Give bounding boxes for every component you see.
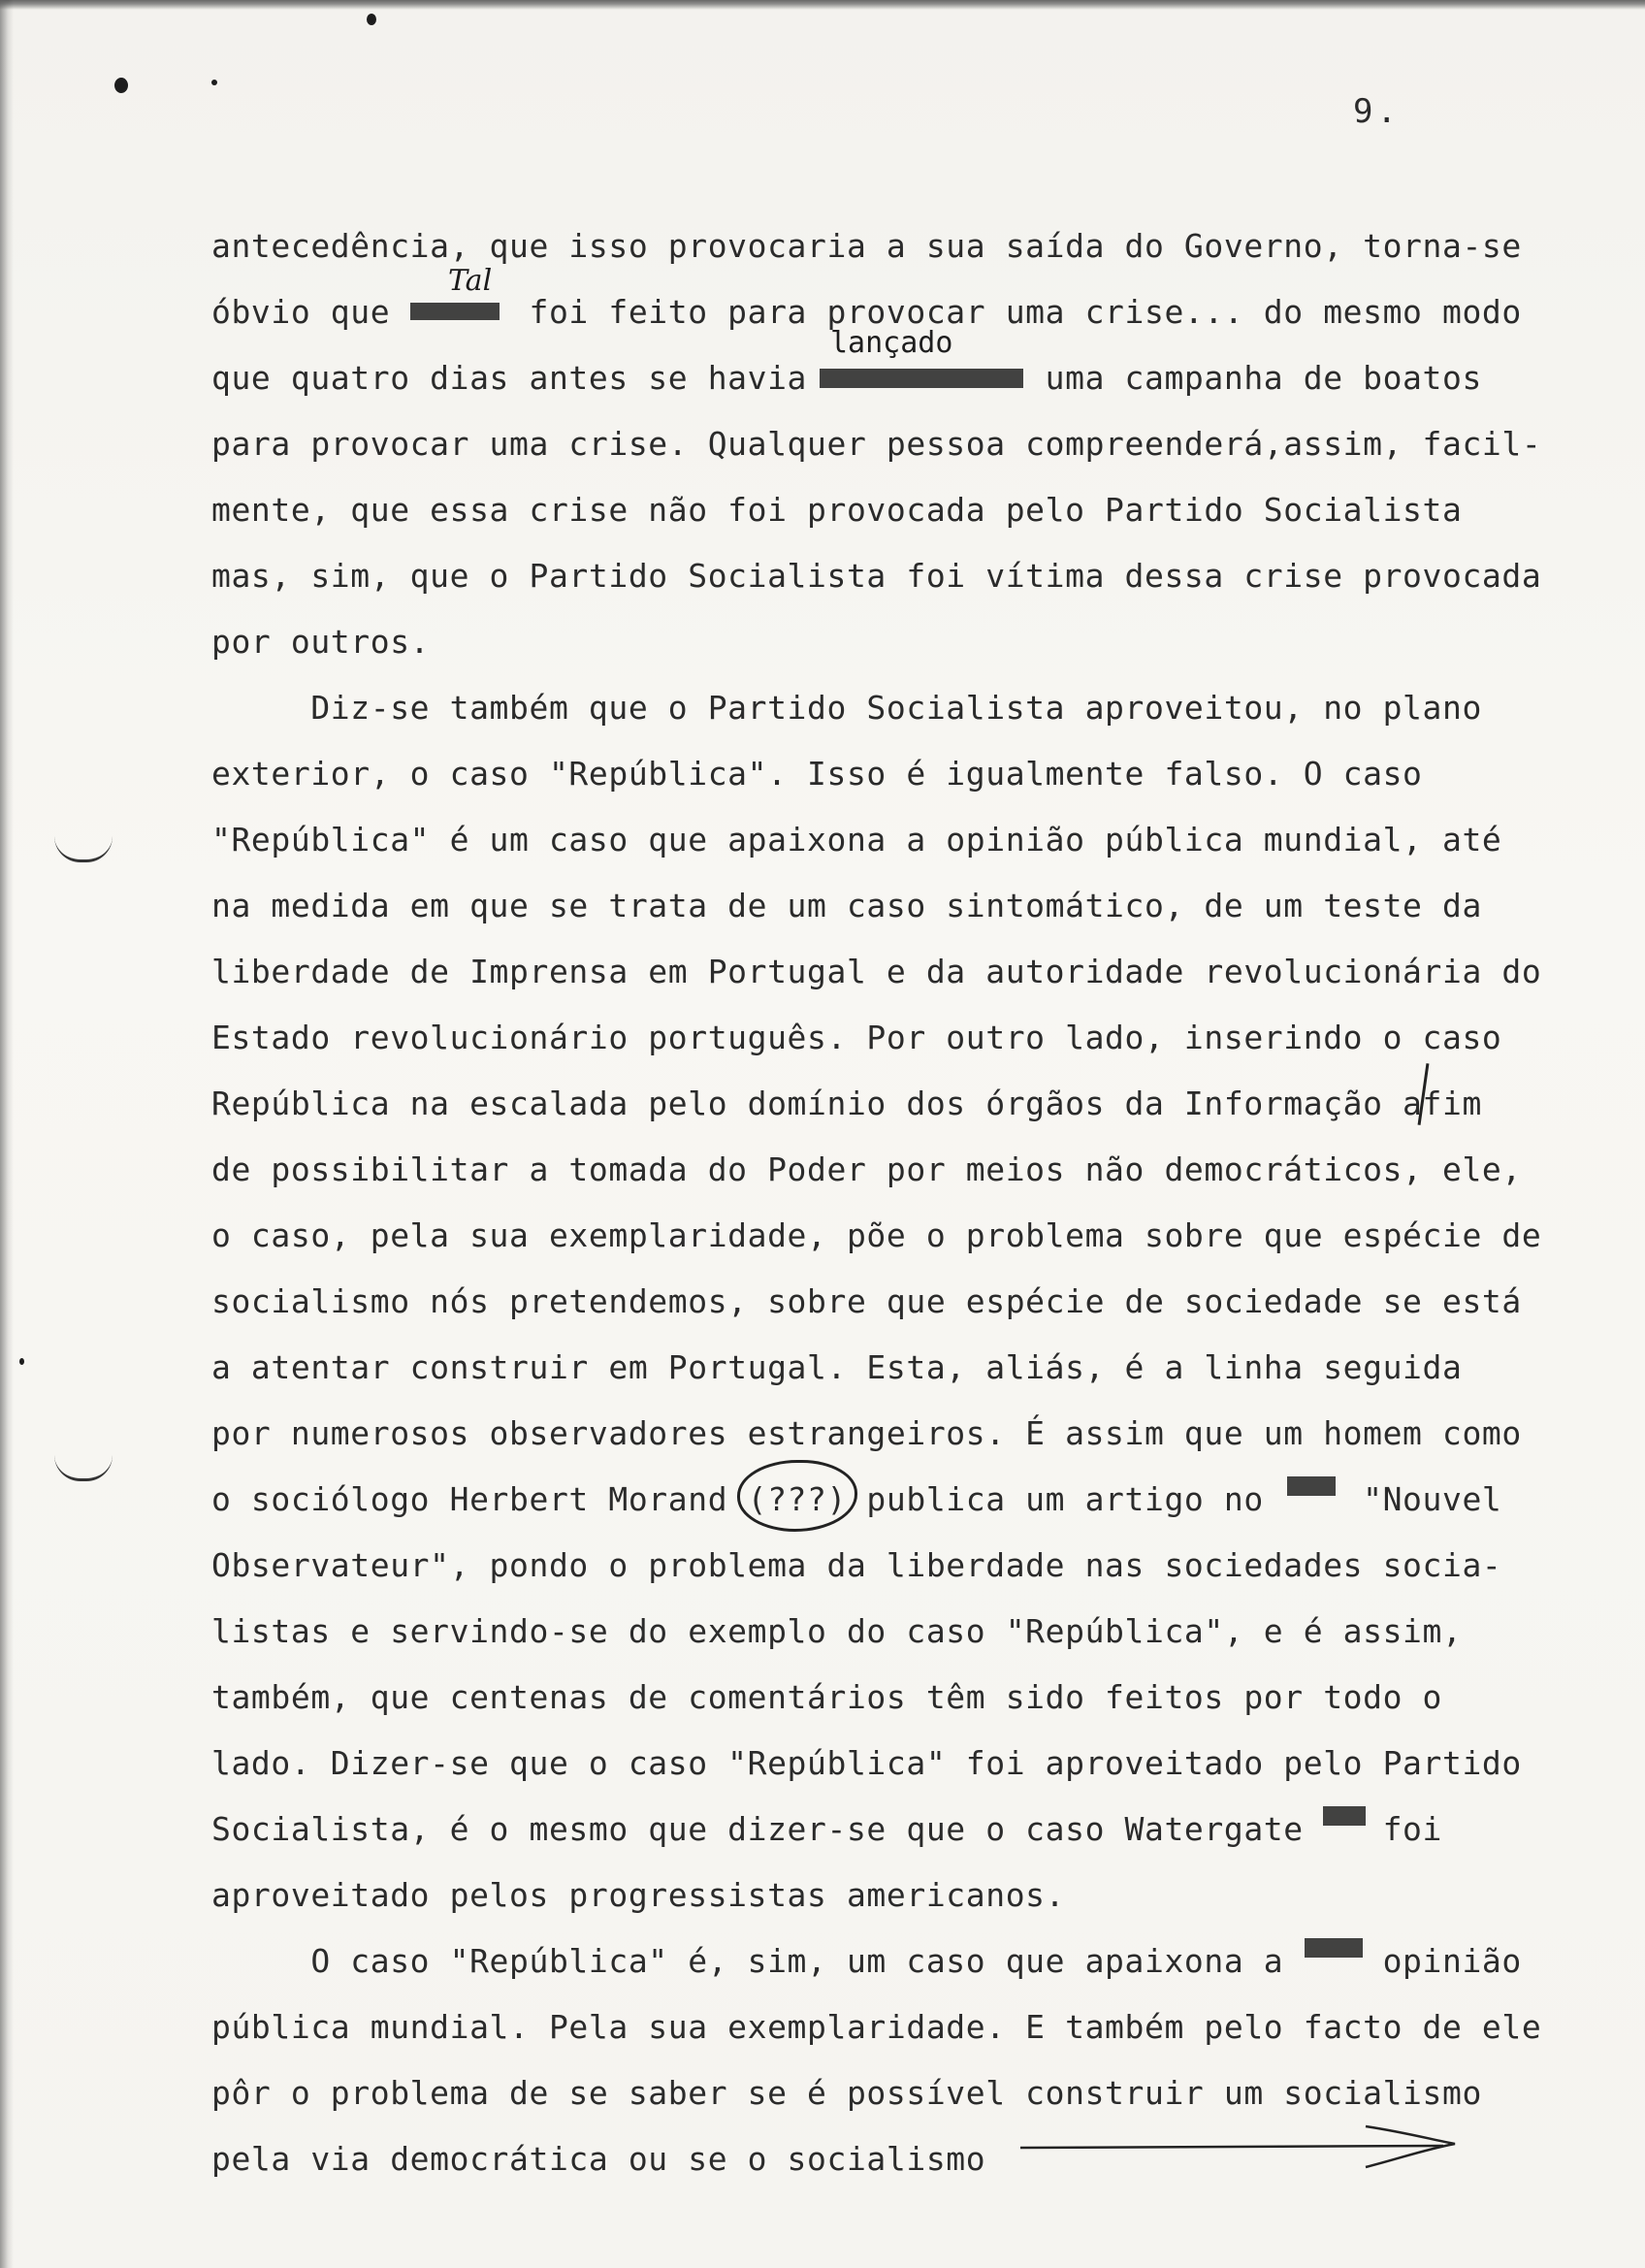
text-line: liberdade de Imprensa em Portugal e da autoridade revolucionária do (211, 953, 1542, 990)
ink-dot (19, 1358, 24, 1365)
scan-left-edge (0, 0, 14, 2268)
text-line: o caso, pela sua exemplaridade, põe o problema sobre que espécie de (211, 1216, 1542, 1254)
ink-smudge (114, 78, 128, 93)
text-line: República na escalada pelo domínio dos órgãos da Informação afim (211, 1085, 1482, 1122)
continuation-arrow-icon (1016, 2115, 1472, 2173)
text-line: listas e servindo-se do exemplo do caso "República", e é assim, (211, 1612, 1463, 1650)
text-line: o sociólogo Herbert Morand (???) publica um artigo no "Nouvel (211, 1480, 1502, 1518)
text-line: mente, que essa crise não foi provocada pelo Partido Socialista (211, 491, 1463, 529)
text-line: também, que centenas de comentários têm sido feitos por todo o (211, 1678, 1442, 1716)
scan-top-edge (0, 0, 1645, 10)
punch-hole-mark (54, 836, 113, 862)
inserted-word-lancado: lançado (830, 326, 953, 360)
paragraph-1 (211, 213, 1550, 675)
punch-hole-mark (54, 1455, 113, 1481)
text-line: por outros. (211, 623, 431, 661)
text-line: O caso "República" é, sim, um caso que apaixona a opinião (211, 1942, 1522, 1980)
text-line: a atentar construir em Portugal. Esta, aliás, é a linha seguida (211, 1348, 1463, 1386)
text-line: aproveitado pelos progressistas americanos. (211, 1876, 1066, 1914)
text-line: pública mundial. Pela sua exemplaridade. E também pelo facto de ele (211, 2008, 1542, 2046)
text-line: de possibilitar a tomada do Poder por meios não democráticos, ele, (211, 1150, 1522, 1188)
text-line: socialismo nós pretendemos, sobre que espécie de sociedade se está (211, 1282, 1522, 1320)
text-line: pela via democrática ou se o socialismo (211, 2140, 986, 2178)
page-number: 9. (1353, 92, 1401, 131)
text-line: que quatro dias antes se havia uma campanha de boatos (211, 359, 1482, 397)
handwritten-correction-tal: Tal (448, 264, 493, 298)
text-line: mas, sim, que o Partido Socialista foi vítima dessa crise provocada (211, 557, 1542, 595)
text-line: exterior, o caso "República". Isso é igualmente falso. O caso (211, 755, 1423, 793)
text-line: "República" é um caso que apaixona a opinião pública mundial, até (211, 821, 1502, 859)
ink-dot (211, 80, 217, 85)
text-line: por numerosos observadores estrangeiros. É assim que um homem como (211, 1414, 1522, 1452)
ink-smudge (367, 14, 376, 25)
text-line: na medida em que se trata de um caso sintomático, de um teste da (211, 887, 1482, 924)
text-line: Estado revolucionário português. Por outro lado, inserindo o caso (211, 1019, 1502, 1056)
text-line: Diz-se também que o Partido Socialista aproveitou, no plano (211, 689, 1482, 727)
text-line: Socialista, é o mesmo que dizer-se que o caso Watergate foi (211, 1810, 1442, 1848)
text-line: óbvio que foi feito para provocar uma crise... do mesmo modo (211, 293, 1522, 331)
text-line: Observateur", pondo o problema da liberdade nas sociedades socia- (211, 1546, 1502, 1584)
text-line: antecedência, que isso provocaria a sua saída do Governo, torna-se (211, 227, 1522, 265)
text-line: pôr o problema de se saber se é possível construir um socialismo (211, 2074, 1482, 2112)
paragraph-2 (211, 675, 1550, 1928)
text-line: para provocar uma crise. Qualquer pessoa compreenderá,assim, facil- (211, 425, 1542, 463)
text-line: lado. Dizer-se que o caso "República" foi aproveitado pelo Partido (211, 1744, 1522, 1782)
